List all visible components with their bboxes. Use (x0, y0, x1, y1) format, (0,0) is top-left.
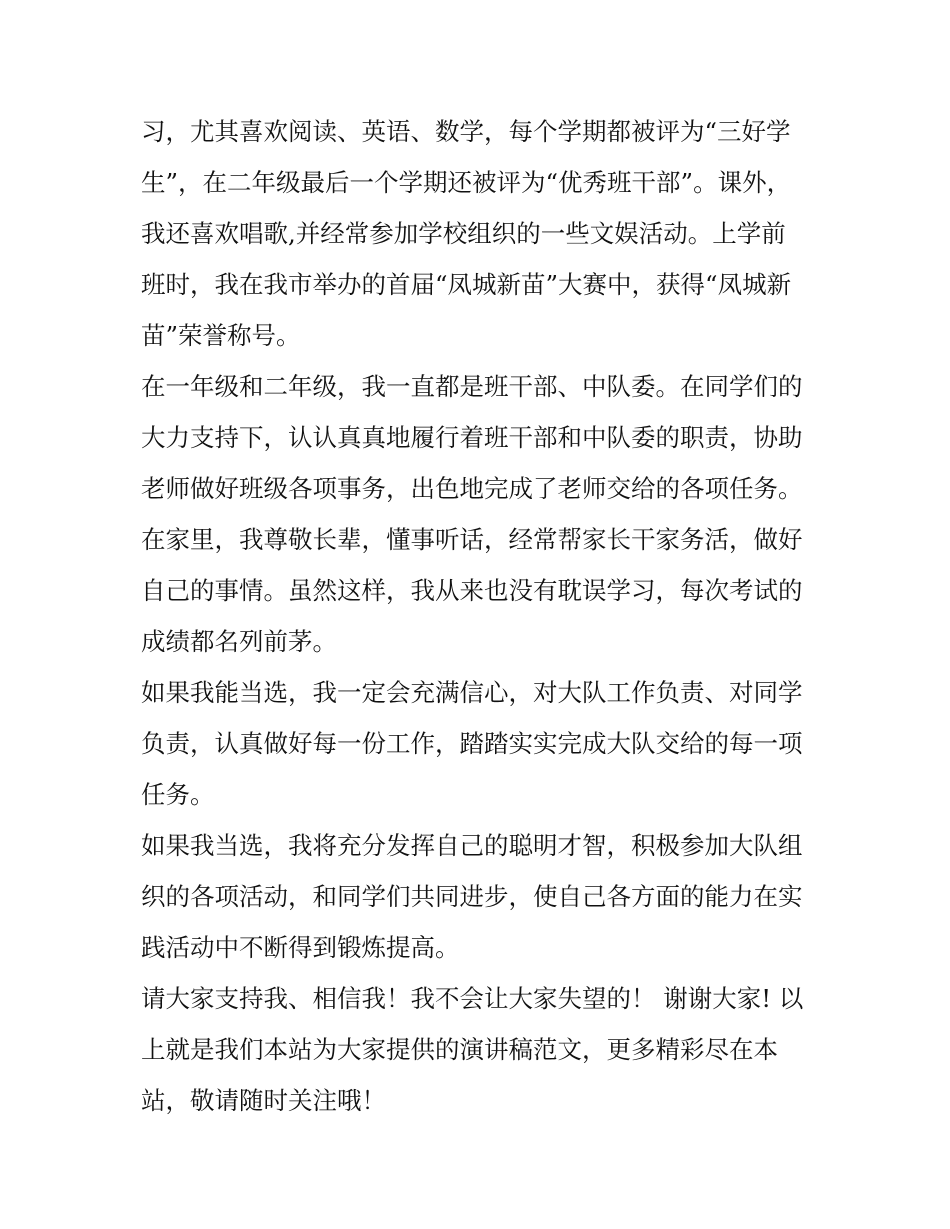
document-body (141, 106, 821, 1126)
text-line: 上就是我们本站为大家提供的演讲稿范文，更多精彩尽在本 (141, 1035, 778, 1064)
text-line: 生”，在二年级最后一个学期还被评为“优秀班干部”。课外， (141, 168, 792, 197)
text-line: 如果我当选，我将充分发挥自己的聪明才智，积极参加大队组 (141, 831, 803, 860)
text-line: 苗”荣誉称号。 (141, 321, 301, 350)
text-line: 班时，我在我市举办的首届“凤城新苗”大赛中，获得“凤城新 (141, 270, 792, 299)
text-line: 任务。 (141, 780, 215, 809)
text-line: 践活动中不断得到锻炼提高。 (141, 933, 460, 962)
text-line: 负责，认真做好每一份工作，踏踏实实完成大队交给的每一项 (141, 729, 803, 758)
text-line: 在家里，我尊敬长辈，懂事听话，经常帮家长干家务活，做好 (141, 525, 803, 554)
text-line: 自己的事情。虽然这样，我从来也没有耽误学习，每次考试的 (141, 576, 803, 605)
text-line: 如果我能当选，我一定会充满信心，对大队工作负责、对同学 (141, 678, 803, 707)
text-line: 在一年级和二年级，我一直都是班干部、中队委。在同学们的 (141, 372, 803, 401)
text-line: 织的各项活动，和同学们共同进步，使自己各方面的能力在实 (141, 882, 803, 911)
text-line: 习，尤其喜欢阅读、英语、数学，每个学期都被评为“三好学 (141, 117, 791, 146)
text-line: 请大家支持我、相信我！我不会让大家失望的！ 谢谢大家! 以 (141, 984, 804, 1013)
text-line: 老师做好班级各项事务，出色地完成了老师交给的各项任务。 (141, 474, 803, 503)
text-line: 我还喜欢唱歌,并经常参加学校组织的一些文娱活动。上学前 (141, 219, 786, 248)
text-line: 站，敬请随时关注哦！ (141, 1086, 386, 1115)
text-line: 成绩都名列前茅。 (141, 627, 337, 656)
text-line: 大力支持下，认认真真地履行着班干部和中队委的职责，协助 (141, 423, 803, 452)
